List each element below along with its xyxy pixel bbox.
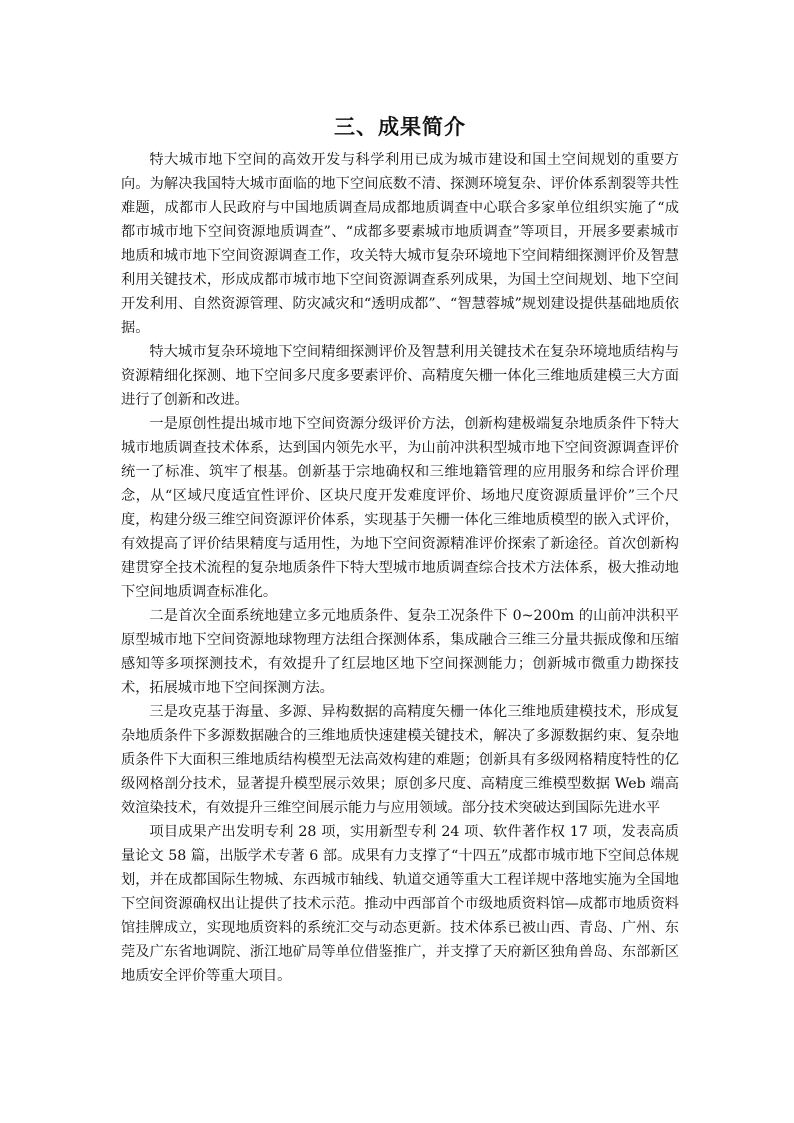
paragraph-innovation-1: 一是原创性提出城市地下空间资源分级评价方法，创新构建极端复杂地质条件下特大城市地质调查技术体系，达到国内领先水平，为山前冲洪积型城市地下空间资源调查评价统一了标准、筑牢了根基。创新基于宗地确权和三维地籍管理的应用服务和综合评价理念，从“区域尺度适宜性评价、区块尺度开发难度评价、场地尺度资源质量评价”三个尺度，构建分级三维空间资源评价体系，实现基于矢栅一体化三维地质模型的嵌入式评价，有效提高了评价结果精度与适用性，为地下空间资源精准评价探索了新途径。首次创新构建贯穿全技术流程的复杂地质条件下特大型城市地质调查综合技术方法体系，极大推动地下空间地质调查标准化。 — [121, 416, 679, 600]
paragraph-overview: 特大城市复杂环境地下空间精细探测评价及智慧利用关键技术在复杂环境地质结构与资源精细化探测、地下空间多尺度多要素评价、高精度矢栅一体化三维地质建模三大方面进行了创新和改进。 — [121, 344, 679, 408]
paragraph-innovation-2: 二是首次全面系统地建立多元地质条件、复杂工况条件下 0~200m 的山前冲洪积平原型城市地下空间资源地球物理方法组合探测体系，集成融合三维三分量共振成像和压缩感知等多项探测技术，有效提升了红层地区地下空间探测能力；创新城市微重力勘探技术，拓展城市地下空间探测方法。 — [121, 608, 679, 696]
document-page — [121, 112, 679, 988]
paragraph-intro: 特大城市地下空间的高效开发与科学利用已成为城市建设和国土空间规划的重要方向。为解决我国特大城市面临的地下空间底数不清、探测环境复杂、评价体系割裂等共性难题，成都市人民政府与中国地质调查局成都地质调查中心联合多家单位组织实施了“成都市城市地下空间资源地质调查”、“成都多要素城市地质调查”等项目，开展多要素城市地质和城市地下空间资源调查工作，攻关特大城市复杂环境地下空间精细探测评价及智慧利用关键技术，形成成都市城市地下空间资源调查系列成果，为国土空间规划、地下空间开发利用、自然资源管理、防灾减灾和“透明成都”、“智慧蓉城”规划建设提供基础地质依据。 — [121, 152, 679, 336]
paragraph-innovation-3: 三是攻克基于海量、多源、异构数据的高精度矢栅一体化三维地质建模技术，形成复杂地质条件下多源数据融合的三维地质快速建模关键技术，解决了多源数据约束、复杂地质条件下大面积三维地质结构模型无法高效构建的难题；创新具有多级网格精度特性的亿级网格剖分技术，显著提升模型展示效果；原创多尺度、高精度三维模型数据 Web 端高效渲染技术，有效提升三维空间展示能力与应用领域。部分技术突破达到国际先进水平 — [121, 704, 679, 816]
paragraph-outcomes: 项目成果产出发明专利 28 项，实用新型专利 24 项、软件著作权 17 项，发表高质量论文 58 篇，出版学术专著 6 部。成果有力支撑了“十四五”成都市城市地下空间总体规划，并在成都国际生物城、东西城市轴线、轨道交通等重大工程详规中落地实施为全国地下空间资源确权出让提供了技术示范。推动中西部首个市级地质资料馆—成都市地质资料馆挂牌成立，实现地质资料的系统汇交与动态更新。技术体系已被山西、青岛、广州、东莞及广东省地调院、浙江地矿局等单位借鉴推广，并支撑了天府新区独角兽岛、东部新区地质安全评价等重大项目。 — [121, 824, 679, 984]
section-title: 三、成果简介 — [334, 115, 466, 139]
